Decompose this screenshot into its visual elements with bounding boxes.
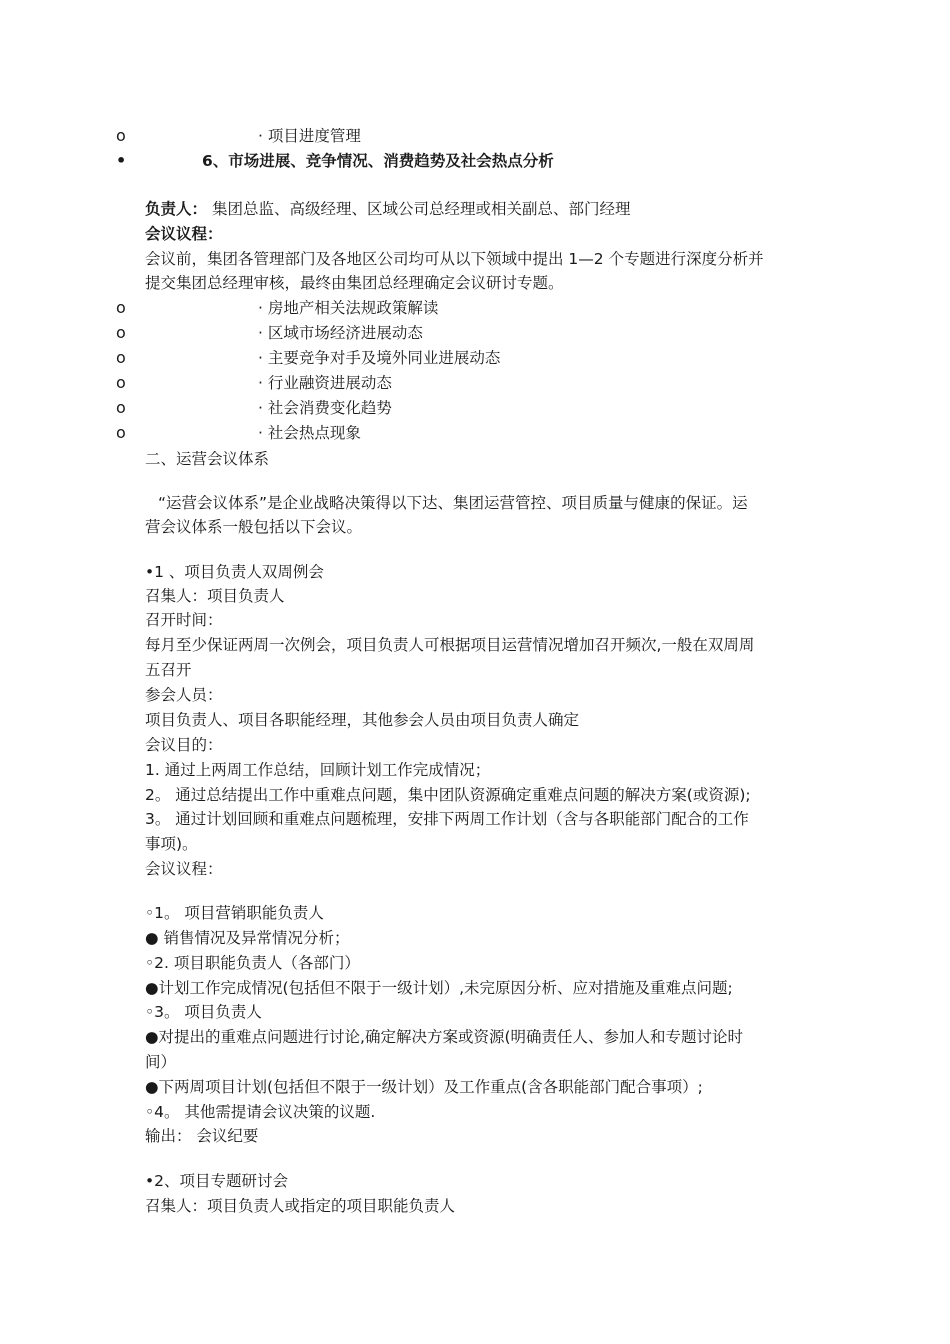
- meeting1-agenda-label: 会议议程：: [145, 860, 223, 878]
- meeting1-purpose-2: 2。 通过总结提出工作中重难点问题，集中团队资源确定重难点问题的解决方案(或资源);: [145, 786, 751, 804]
- meeting1-title: •1 、项目负责人双周例会: [145, 563, 324, 581]
- responsible-line: [145, 199, 630, 219]
- meeting1-agenda-3a-line2: 间）: [145, 1053, 177, 1071]
- topic-item: · 社会消费变化趋势: [258, 399, 392, 417]
- list-marker: o: [116, 323, 126, 342]
- meeting1-purpose-label: 会议目的：: [145, 736, 223, 754]
- meeting1-output: 输出： 会议纪要: [145, 1127, 259, 1145]
- meeting1-purpose-1: 1. 通过上两周工作总结，回顾计划工作完成情况；: [145, 761, 491, 779]
- topic-item: · 主要竞争对手及境外同业进展动态: [258, 349, 501, 367]
- part2-intro-line1: “运营会议体系”是企业战略决策得以下达、集团运营管控、项目质量与健康的保证。运: [158, 494, 748, 512]
- meeting1-agenda-3a-line1: ●对提出的重难点问题进行讨论,确定解决方案或资源(明确责任人、参加人和专题讨论时: [145, 1028, 744, 1046]
- meeting1-attendees-value: 项目负责人、项目各职能经理，其他参会人员由项目负责人确定: [145, 711, 580, 729]
- part2-intro-line2: 营会议体系一般包括以下会议。: [145, 518, 363, 536]
- meeting1-agenda-2: ◦2. 项目职能负责人（各部门）: [145, 954, 360, 972]
- responsible-label: 负责人：: [145, 200, 208, 218]
- meeting2-title: •2、项目专题研讨会: [145, 1172, 289, 1190]
- meeting1-convener: 召集人：项目负责人: [145, 587, 285, 605]
- part2-heading: 二、运营会议体系: [145, 450, 270, 468]
- topic-item: · 行业融资进展动态: [258, 374, 392, 392]
- meeting1-time-line1: 每月至少保证两周一次例会，项目负责人可根据项目运营情况增加召开频次,一般在双周周: [145, 636, 755, 654]
- list-marker: o: [116, 126, 126, 145]
- list-marker: o: [116, 373, 126, 392]
- list-marker-bullet: •: [116, 151, 127, 170]
- agenda-label: 会议议程：: [145, 225, 223, 243]
- meeting1-agenda-3b: ●下两周项目计划(包括但不限于一级计划）及工作重点(含各职能部门配合事项）;: [145, 1078, 703, 1096]
- meeting1-agenda-2a: ●计划工作完成情况(包括但不限于一级计划）,未完原因分析、应对措施及重难点问题;: [145, 979, 733, 997]
- meeting1-purpose-3-line1: 3。 通过计划回顾和重难点问题梳理，安排下两周工作计划（含与各职能部门配合的工作: [145, 810, 749, 828]
- list-marker: o: [116, 398, 126, 417]
- meeting1-purpose-3-line2: 事项)。: [145, 835, 198, 853]
- responsible-value: 集团总监、高级经理、区域公司总经理或相关副总、部门经理: [211, 200, 631, 218]
- list-marker: o: [116, 298, 126, 317]
- topic-item: · 房地产相关法规政策解读: [258, 299, 439, 317]
- meeting1-agenda-1: ◦1。 项目营销职能负责人: [145, 904, 324, 922]
- meeting2-convener: 召集人：项目负责人或指定的项目职能负责人: [145, 1197, 456, 1215]
- meeting1-agenda-4: ◦4。 其他需提请会议决策的议题.: [145, 1103, 376, 1121]
- agenda-text-line1: 会议前，集团各管理部门及各地区公司均可从以下领域中提出 1—2 个专题进行深度分析并: [145, 250, 764, 268]
- agenda-text-line2: 提交集团总经理审核，最终由集团总经理确定会议研讨专题。: [145, 274, 564, 292]
- list-marker: o: [116, 348, 126, 367]
- meeting1-time-label: 召开时间：: [145, 611, 223, 629]
- meeting1-agenda-1a: ● 销售情况及异常情况分析；: [145, 929, 350, 947]
- list-marker: o: [116, 423, 126, 442]
- section6-heading: 6、市场进展、竞争情况、消费趋势及社会热点分析: [202, 152, 554, 170]
- list-item-progress-mgmt: · 项目进度管理: [258, 127, 361, 145]
- meeting1-attendees-label: 参会人员：: [145, 686, 223, 704]
- meeting1-agenda-3: ◦3。 项目负责人: [145, 1003, 262, 1021]
- topic-item: · 社会热点现象: [258, 424, 361, 442]
- meeting1-time-line2: 五召开: [145, 661, 192, 679]
- topic-item: · 区域市场经济进展动态: [258, 324, 423, 342]
